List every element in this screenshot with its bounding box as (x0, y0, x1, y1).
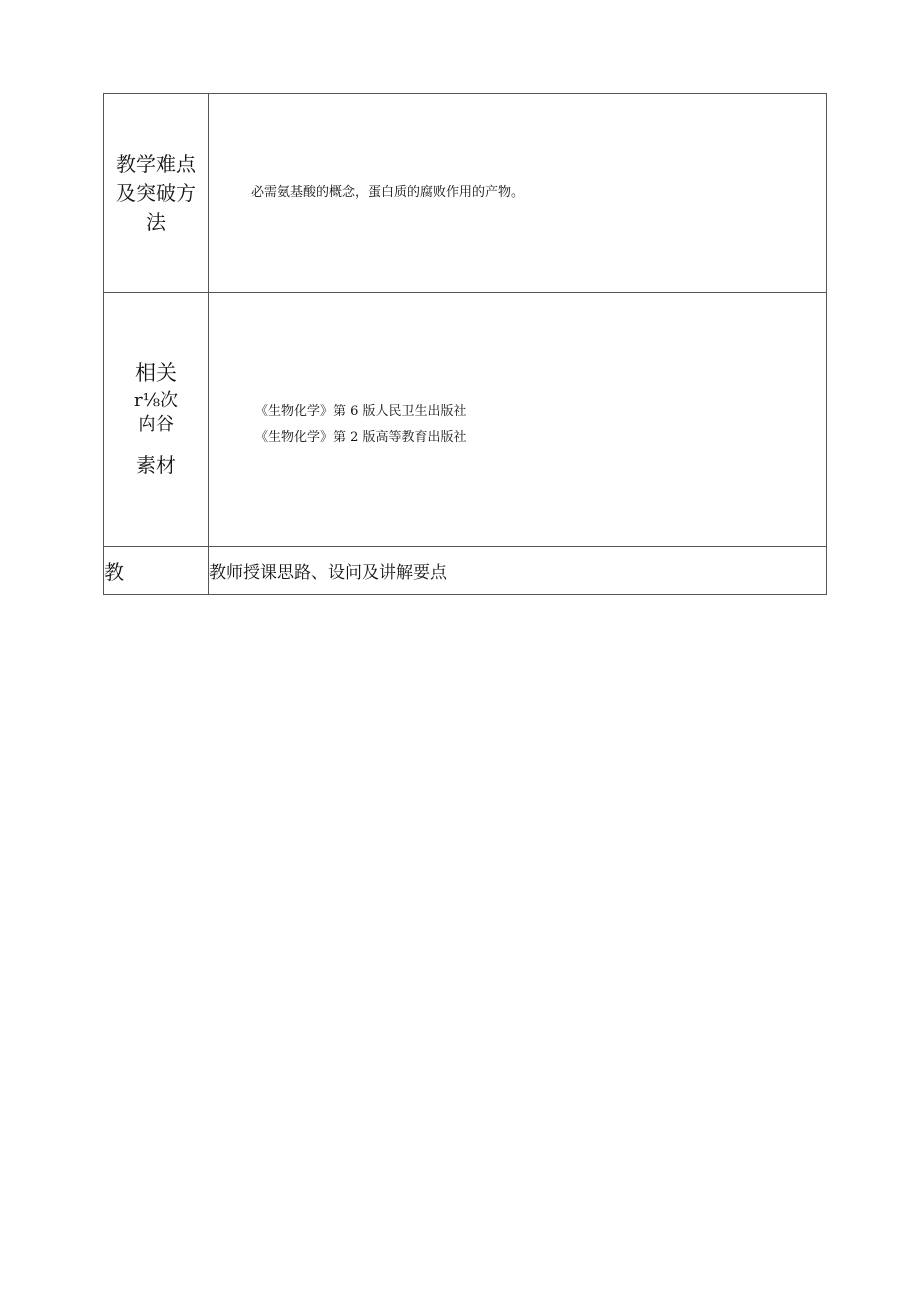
table-row (104, 547, 827, 595)
row-label-difficulties (104, 94, 209, 293)
row-label-materials (104, 293, 209, 547)
reference-item: 《生物化学》第 6 版人民卫生出版社 (255, 403, 467, 419)
label-line: 法 (146, 209, 166, 234)
difficulties-text: 必需氨基酸的概念，蛋白质的腐败作用的产物。 (251, 185, 525, 200)
lesson-plan-table (103, 93, 827, 595)
footer-heading: 教师授课思路、设问及讲解要点 (209, 547, 827, 595)
label-line: 素材 (136, 453, 176, 477)
label-line: 教学难点 (116, 151, 196, 176)
label-line: 相关 (135, 361, 177, 385)
label-line: 禸谷 (138, 414, 174, 435)
table-row (104, 94, 827, 293)
row-content-materials (209, 293, 827, 547)
footer-label: 教 (104, 547, 209, 595)
label-line: 及突破方 (116, 180, 196, 205)
label-line: r⅛次 (133, 390, 179, 411)
row-content-difficulties (209, 94, 827, 293)
table-row (104, 293, 827, 547)
reference-item: 《生物化学》第 2 版高等教育出版社 (255, 429, 467, 445)
